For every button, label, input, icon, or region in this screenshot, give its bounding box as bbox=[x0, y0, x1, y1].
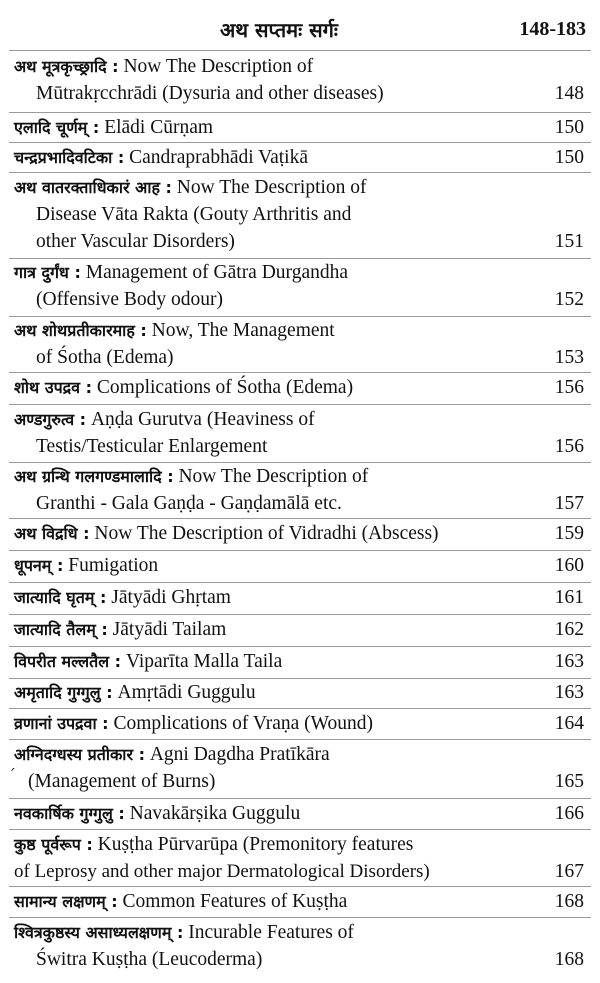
entry-line bbox=[14, 374, 586, 401]
divider bbox=[9, 829, 591, 830]
divider bbox=[9, 142, 591, 143]
entry-line bbox=[14, 53, 586, 80]
entry-description: Viparīta Malla Taila bbox=[121, 651, 283, 672]
entry-sanskrit-title: सामान्य लक्षणम् : bbox=[14, 892, 118, 911]
index-entry bbox=[14, 406, 586, 460]
entry-description: Now The Description of bbox=[118, 56, 314, 77]
entry-description-continued: (Management of Burns) bbox=[28, 771, 216, 792]
entry-sanskrit-title: गात्र दुर्गंध : bbox=[14, 263, 81, 282]
entry-sanskrit-title: धूपनम् : bbox=[14, 556, 64, 575]
entry-line bbox=[14, 463, 586, 490]
entry-sanskrit-title: चन्द्रप्रभादिवटिका : bbox=[14, 148, 125, 167]
entry-description: Agni Dagdha Pratīkāra bbox=[144, 744, 330, 765]
entry-line bbox=[14, 317, 586, 344]
entry-page-number: 150 bbox=[554, 147, 584, 168]
entry-description: Now, The Management bbox=[146, 320, 335, 341]
index-entry bbox=[14, 174, 586, 255]
chapter-page-range: 148-183 bbox=[519, 18, 586, 40]
entry-sanskrit-title: विपरीत मल्लतैल : bbox=[14, 652, 122, 671]
entry-description: Jātyādi Ghṛtam bbox=[106, 587, 231, 608]
entry-sanskrit-title: शोथ उपद्रव : bbox=[14, 378, 93, 397]
entry-line bbox=[14, 174, 586, 201]
index-entry bbox=[14, 520, 586, 547]
entry-sanskrit-title: एलादि चूर्णम् : bbox=[14, 118, 100, 137]
index-entry bbox=[14, 463, 586, 517]
divider bbox=[9, 550, 591, 551]
entry-sanskrit-title: अग्निदग्धस्य प्रतीकार : bbox=[14, 745, 145, 764]
entry-page-number: 166 bbox=[554, 803, 584, 824]
entry-page-number: 163 bbox=[554, 682, 584, 703]
entry-page-number: 157 bbox=[554, 493, 584, 514]
entry-description: Elādi Cūrṇam bbox=[99, 117, 214, 138]
entry-description: Incurable Features of bbox=[183, 922, 354, 943]
entry-page-number: 164 bbox=[554, 713, 584, 734]
entry-page-number: 156 bbox=[554, 436, 584, 457]
index-entry bbox=[14, 710, 586, 737]
divider bbox=[9, 917, 591, 918]
entry-line bbox=[14, 919, 586, 946]
index-entry bbox=[14, 831, 586, 885]
index-entry bbox=[14, 919, 586, 973]
entry-description: Candraprabhādi Vaṭikā bbox=[124, 147, 308, 168]
chapter-header bbox=[0, 10, 600, 46]
entry-page-number: 152 bbox=[554, 289, 584, 310]
entry-description: Management of Gātra Durgandha bbox=[80, 262, 349, 283]
entry-description: Now The Description of bbox=[171, 177, 367, 198]
entry-line bbox=[14, 710, 586, 737]
entry-sanskrit-title: अथ मूत्रकृच्छ्रादि : bbox=[14, 57, 119, 76]
entry-description: Jātyādi Tailam bbox=[107, 619, 227, 640]
entry-page-number: 151 bbox=[554, 231, 584, 252]
entry-line bbox=[14, 616, 586, 643]
entry-description: Fumigation bbox=[63, 555, 159, 576]
entry-line bbox=[14, 201, 586, 228]
divider bbox=[9, 798, 591, 799]
entry-line bbox=[14, 768, 586, 795]
divider bbox=[9, 614, 591, 615]
entry-description-continued: Mūtrakṛcchrādi (Dysuria and other diseases) bbox=[36, 83, 384, 104]
divider bbox=[9, 739, 591, 740]
index-entry bbox=[14, 53, 586, 107]
index-entry bbox=[14, 741, 586, 795]
entry-line bbox=[14, 406, 586, 433]
entry-line bbox=[14, 114, 586, 141]
divider bbox=[9, 172, 591, 173]
entry-sanskrit-title: जात्यादि तैलम् : bbox=[14, 620, 108, 639]
entry-description-continued: Granthi - Gala Gaṇḍa - Gaṇḍamālā etc. bbox=[36, 493, 342, 514]
entry-description-continued: other Vascular Disorders) bbox=[36, 231, 235, 252]
divider bbox=[9, 372, 591, 373]
entry-description: Now The Description of bbox=[173, 466, 369, 487]
entry-sanskrit-title: अथ विद्रधि : bbox=[14, 524, 90, 543]
entry-sanskrit-title: नवकार्षिक गुग्गुलु : bbox=[14, 804, 125, 823]
entry-line bbox=[14, 344, 586, 371]
entry-line bbox=[14, 648, 586, 675]
entry-page-number: 153 bbox=[554, 347, 584, 368]
entry-page-number: 160 bbox=[554, 555, 584, 576]
entry-line bbox=[14, 520, 586, 547]
entry-sanskrit-title: अण्डगुरुत्व : bbox=[14, 410, 87, 429]
entry-line bbox=[14, 831, 586, 858]
entry-sanskrit-title: अथ ग्रन्थि गलगण्डमालादि : bbox=[14, 467, 174, 486]
entry-page-number: 156 bbox=[554, 377, 584, 398]
entry-line bbox=[14, 946, 586, 973]
entry-description: Now The Description of Vidradhi (Abscess) bbox=[89, 523, 439, 544]
index-entry bbox=[14, 114, 586, 141]
entry-line bbox=[14, 679, 586, 706]
entry-description-continued: Disease Vāta Rakta (Gouty Arthritis and bbox=[36, 204, 352, 225]
entry-page-number: 161 bbox=[554, 587, 584, 608]
entry-line bbox=[14, 741, 586, 768]
divider bbox=[9, 112, 591, 113]
entry-line bbox=[14, 80, 586, 107]
entry-line bbox=[14, 888, 586, 915]
entry-sanskrit-title: श्वित्रकुष्ठस्य असाध्यलक्षणम् : bbox=[14, 923, 184, 942]
entry-description-continued: of Leprosy and other major Dermatological Disorders) bbox=[14, 861, 430, 882]
entry-page-number: 162 bbox=[554, 619, 584, 640]
index-entry bbox=[14, 584, 586, 611]
entry-description: Complications of Vraṇa (Wound) bbox=[108, 713, 374, 734]
entry-page-number: 165 bbox=[554, 771, 584, 792]
entry-page-number: 168 bbox=[554, 891, 584, 912]
divider bbox=[9, 886, 591, 887]
entry-description: Kuṣṭha Pūrvarūpa (Premonitory features bbox=[92, 834, 414, 855]
entry-page-number: 148 bbox=[554, 83, 584, 104]
entry-description-continued: (Offensive Body odour) bbox=[36, 289, 224, 310]
entry-line bbox=[14, 552, 586, 579]
index-entry bbox=[14, 616, 586, 643]
entry-sanskrit-title: जात्यादि घृतम् : bbox=[14, 588, 107, 607]
divider bbox=[9, 404, 591, 405]
entry-description: Common Features of Kuṣṭha bbox=[117, 891, 348, 912]
entry-line bbox=[14, 259, 586, 286]
divider bbox=[9, 646, 591, 647]
entry-description: Amṛtādi Guggulu bbox=[112, 682, 256, 703]
entry-line bbox=[14, 144, 586, 171]
entry-line bbox=[14, 286, 586, 313]
chapter-title: अथ सप्तमः सर्गः bbox=[220, 18, 338, 42]
index-entry bbox=[14, 144, 586, 171]
entry-sanskrit-title: अथ वातरक्ताधिकारं आह : bbox=[14, 178, 172, 197]
entry-description-continued: Świtra Kuṣṭha (Leucoderma) bbox=[36, 949, 263, 970]
entry-description-continued: of Śotha (Edema) bbox=[36, 347, 174, 368]
entry-line bbox=[14, 858, 586, 885]
stray-print-mark: ´ bbox=[8, 766, 16, 785]
index-entry bbox=[14, 800, 586, 827]
index-entry bbox=[14, 679, 586, 706]
index-entry bbox=[14, 259, 586, 313]
entry-page-number: 167 bbox=[554, 861, 584, 882]
divider bbox=[9, 582, 591, 583]
entry-page-number: 150 bbox=[554, 117, 584, 138]
divider bbox=[9, 50, 591, 51]
index-entry bbox=[14, 552, 586, 579]
divider bbox=[9, 518, 591, 519]
index-entry bbox=[14, 648, 586, 675]
entry-sanskrit-title: कुष्ठ पूर्वरूप : bbox=[14, 835, 93, 854]
entry-description: Complications of Śotha (Edema) bbox=[92, 377, 354, 398]
entry-sanskrit-title: व्रणानां उपद्रवा : bbox=[14, 714, 109, 733]
entry-description-continued: Testis/Testicular Enlargement bbox=[36, 436, 268, 457]
entry-line bbox=[14, 228, 586, 255]
entry-sanskrit-title: अथ शोथप्रतीकारमाह : bbox=[14, 321, 147, 340]
index-entry bbox=[14, 888, 586, 915]
entry-line bbox=[14, 433, 586, 460]
entry-description: Aṇḍa Gurutva (Heaviness of bbox=[86, 409, 315, 430]
entry-description: Navakārṣika Guggulu bbox=[124, 803, 301, 824]
entry-line bbox=[14, 800, 586, 827]
entry-line bbox=[14, 490, 586, 517]
index-entry bbox=[14, 374, 586, 401]
entry-line bbox=[14, 584, 586, 611]
index-entry bbox=[14, 317, 586, 371]
entry-sanskrit-title: अमृतादि गुग्गुलु : bbox=[14, 683, 113, 702]
entry-page-number: 168 bbox=[554, 949, 584, 970]
entry-page-number: 163 bbox=[554, 651, 584, 672]
divider bbox=[9, 708, 591, 709]
entry-page-number: 159 bbox=[554, 523, 584, 544]
